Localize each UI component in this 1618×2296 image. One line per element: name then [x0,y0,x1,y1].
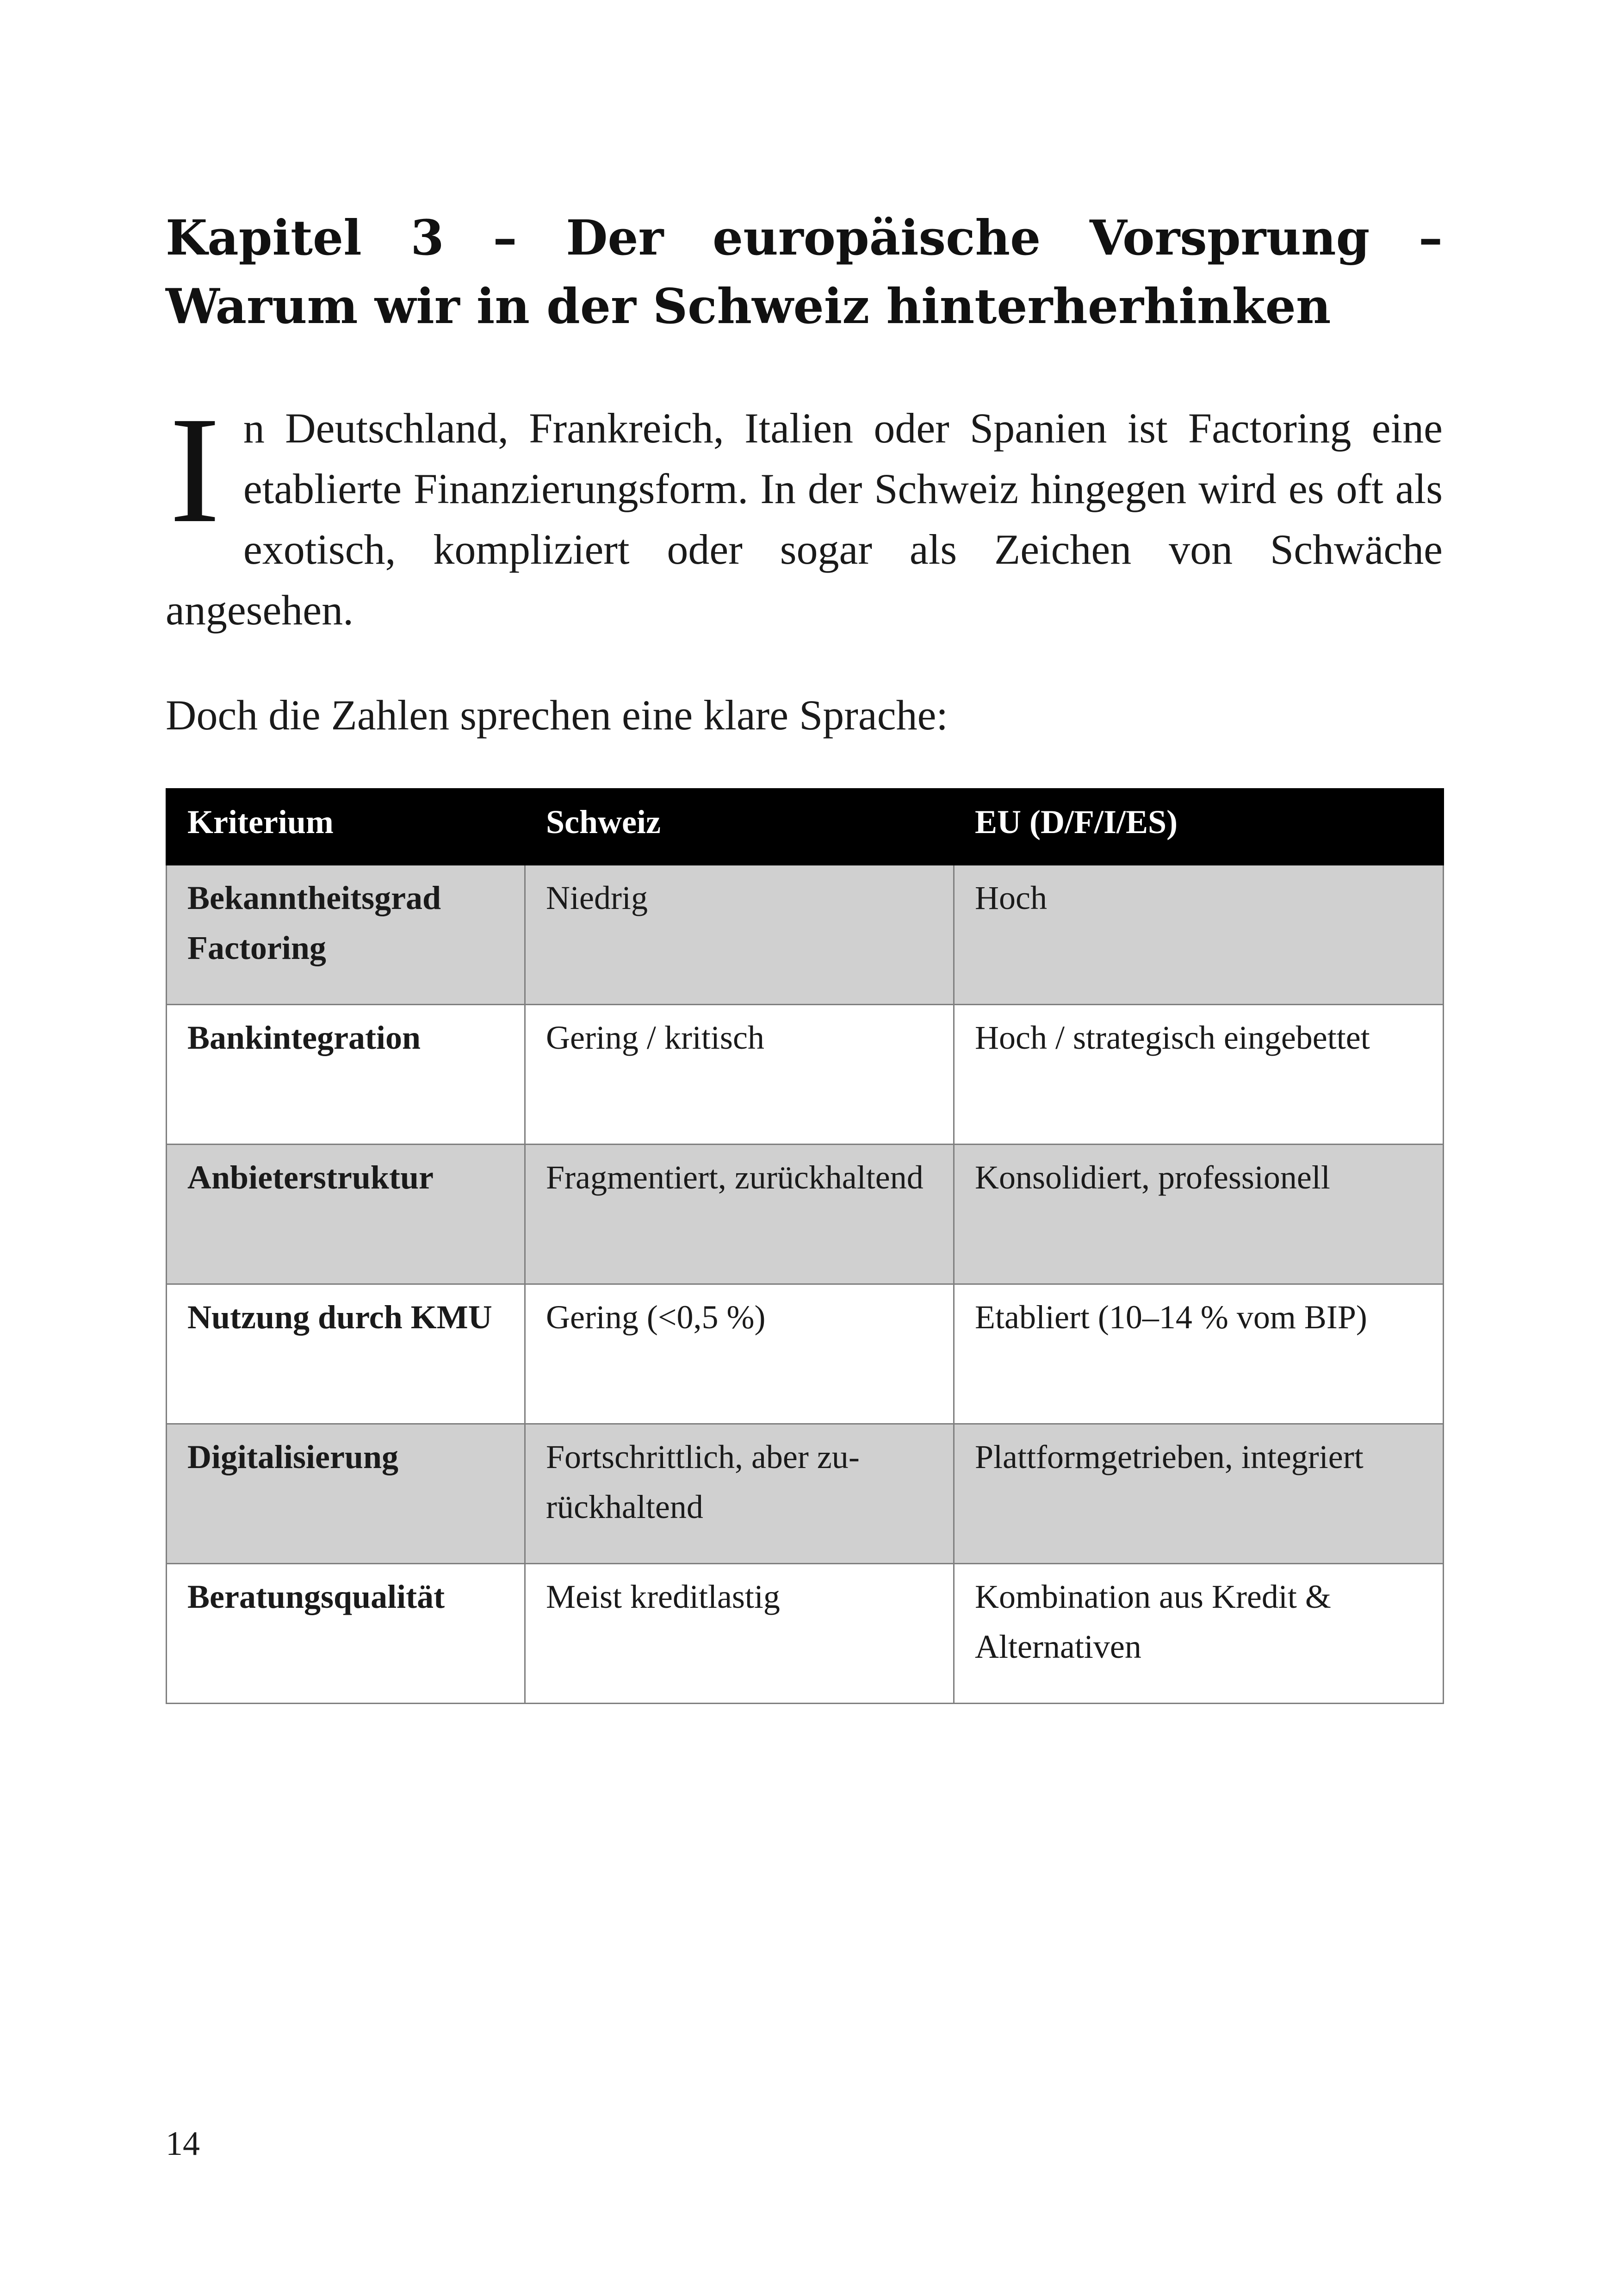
criterion-cell: Digitalisierung [167,1424,525,1564]
intro-paragraph [166,386,1443,641]
criterion-cell: Anbieterstruktur [167,1145,525,1284]
table-row [167,1424,1444,1564]
switzerland-cell: Fortschrittlich, aber zurückhaltend [525,1424,954,1564]
eu-cell: Kombination aus Kredit & Alternativen [954,1564,1444,1704]
eu-cell: Konsolidiert, professionell [954,1145,1444,1284]
drop-cap: I [169,386,220,554]
table-row [167,865,1444,1005]
criterion-cell: Beratungsqualität [167,1564,525,1704]
header-criterion: Kriterium [167,789,525,865]
table-row [167,1005,1444,1145]
switzerland-cell: Meist kreditlastig [525,1564,954,1704]
page-number: 14 [166,2125,200,2163]
table-row [167,1145,1444,1284]
header-eu: EU (D/F/I/ES) [954,789,1444,865]
criterion-cell: Bankintegration [167,1005,525,1145]
switzerland-cell: Gering (<0,5 %) [525,1284,954,1424]
table-row [167,1564,1444,1704]
header-switzerland: Schweiz [525,789,954,865]
switzerland-cell: Niedrig [525,865,954,1005]
chapter-heading: Kapitel 3 – Der europäische Vorsprung – Warum wir in der Schweiz hinterherhinken [166,209,1443,335]
eu-cell: Etabliert (10–14 % vom BIP) [954,1284,1444,1424]
intro-text: n Deutschland, Frankreich, Italien oder Spanien ist Factoring eine etablierte Finanzierungsform. In der Schweiz hingegen wird es oft als exotisch, kompliziert oder sogar als Zeichen von Schwäche angesehen. [166,404,1443,634]
criterion-cell: Nutzung durch KMU [167,1284,525,1424]
criterion-cell: Bekanntheitsgrad Factoring [167,865,525,1005]
table-row [167,1284,1444,1424]
table-header-row [167,789,1444,865]
eu-cell: Plattformgetrieben, integriert [954,1424,1444,1564]
comparison-table [166,788,1444,1704]
switzerland-cell: Fragmentiert, zurückhaltend [525,1145,954,1284]
switzerland-cell: Gering / kritisch [525,1005,954,1145]
eu-cell: Hoch / strategisch eingebettet [954,1005,1444,1145]
eu-cell: Hoch [954,865,1444,1005]
lead-sentence: Doch die Zahlen sprechen eine klare Sprache: [166,691,948,739]
